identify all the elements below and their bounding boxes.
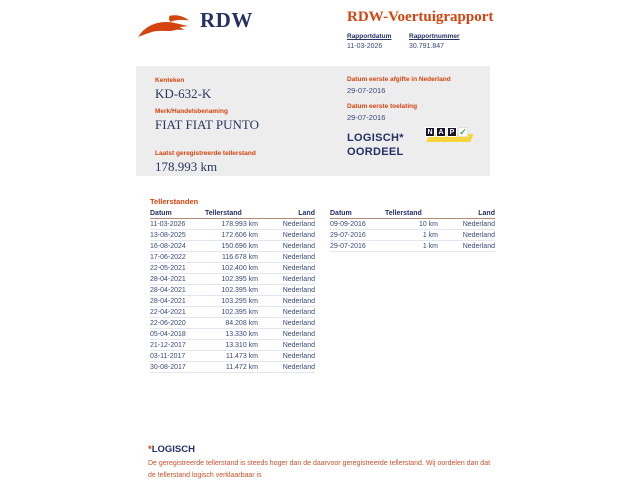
col-header-datum: Datum (330, 209, 352, 217)
cell-land: Nederland (282, 286, 315, 294)
tellerstanden-section-title: Tellerstanden (150, 197, 199, 206)
cell-datum: 16-08-2024 (150, 242, 186, 250)
cell-tellerstand: 116.678 km (221, 253, 258, 261)
col-header-tellerstand: Tellerstand (385, 209, 422, 217)
cell-tellerstand: 84.208 km (225, 319, 258, 327)
table-row (150, 362, 315, 373)
merk-value: FIAT FIAT PUNTO (155, 117, 260, 132)
vehicle-dates (347, 76, 451, 159)
cell-tellerstand: 102.395 km (221, 275, 258, 283)
report-number-value: 30.791.847 (409, 43, 445, 50)
laatste-tellerstand-label: Laatst geregistreerde tellerstand (155, 150, 256, 157)
cell-datum: 22-04-2021 (150, 308, 186, 316)
table-row (150, 274, 315, 285)
report-date-group (347, 33, 398, 50)
cell-datum: 11-03-2026 (150, 220, 186, 228)
table-header (150, 208, 315, 219)
cell-land: Nederland (282, 264, 315, 272)
cell-tellerstand: 102.395 km (221, 308, 258, 316)
cell-land: Nederland (282, 231, 315, 239)
cell-datum: 09-09-2016 (330, 220, 366, 228)
report-meta (347, 33, 493, 50)
tellerstanden-table-left (150, 208, 315, 373)
cell-datum: 22-06-2020 (150, 319, 186, 327)
cell-datum: 28-04-2021 (150, 297, 186, 305)
table-row (150, 252, 315, 263)
laatste-tellerstand-group (155, 150, 259, 175)
cell-tellerstand: 11.472 km (225, 363, 258, 371)
eerste-afgifte-value: 29-07-2016 (347, 86, 386, 95)
cell-land: Nederland (282, 330, 315, 338)
cell-land: Nederland (282, 242, 315, 250)
cell-land: Nederland (282, 352, 315, 360)
tellerstanden-table-right (330, 208, 495, 252)
cell-datum: 05-04-2018 (150, 330, 186, 338)
cell-datum: 28-04-2021 (150, 286, 186, 294)
nap-letter-a: A (436, 127, 446, 137)
nap-logo (425, 126, 475, 146)
kenteken-value: KD-632-K (155, 86, 212, 101)
col-header-land: Land (478, 209, 495, 217)
cell-datum: 29-07-2016 (330, 242, 366, 250)
report-header (347, 9, 493, 50)
nap-check-icon: ✓ (459, 126, 467, 137)
cell-tellerstand: 150.696 km (221, 242, 258, 250)
table-row (150, 307, 315, 318)
rdw-logo-text: RDW (200, 8, 253, 32)
cell-land: Nederland (282, 297, 315, 305)
cell-land: Nederland (282, 319, 315, 327)
nap-letter-p: P (447, 127, 457, 137)
cell-datum: 28-04-2021 (150, 275, 186, 283)
cell-land: Nederland (282, 363, 315, 371)
kenteken-label: Kenteken (155, 77, 185, 84)
cell-datum: 13-08-2025 (150, 231, 186, 239)
cell-land: Nederland (282, 308, 315, 316)
table-row (150, 351, 315, 362)
table-row (150, 318, 315, 329)
cell-land: Nederland (282, 341, 315, 349)
eerste-toelating-label: Datum eerste toelating (347, 103, 418, 110)
cell-datum: 21-12-2017 (150, 341, 186, 349)
vehicle-identity (155, 77, 259, 181)
logisch-title-text: LOGISCH (151, 444, 195, 455)
oordeel-line2: OORDEEL (347, 146, 404, 158)
col-header-datum: Datum (150, 209, 172, 217)
rdw-logo (137, 8, 253, 38)
cell-tellerstand: 11.473 km (225, 352, 258, 360)
logisch-body-text: De geregistreerde tellerstand is steeds hoger dan de daarvoor geregistreerde tellerstand. Wij oordelen dan dat de tellerstand logisch verklaarbaar is (148, 460, 491, 479)
table-row (330, 219, 495, 230)
table-row (150, 230, 315, 241)
cell-land: Nederland (462, 220, 495, 228)
eerste-afgifte-label: Datum eerste afgifte in Nederland (347, 76, 451, 83)
cell-land: Nederland (282, 253, 315, 261)
logisch-explanation (148, 444, 496, 480)
cell-tellerstand: 102.395 km (221, 286, 258, 294)
cell-datum: 22-05-2021 (150, 264, 186, 272)
table-row (150, 340, 315, 351)
table-row (150, 263, 315, 274)
report-number-label: Rapportnummer (409, 33, 460, 40)
cell-land: Nederland (462, 242, 495, 250)
cell-tellerstand: 10 km (418, 220, 438, 228)
table-row (150, 285, 315, 296)
cell-tellerstand: 13.310 km (225, 341, 258, 349)
col-header-land: Land (298, 209, 315, 217)
table-row (150, 329, 315, 340)
laatste-tellerstand-value: 178.993 km (155, 159, 218, 174)
cell-tellerstand: 178.993 km (221, 220, 258, 228)
report-date-label: Rapportdatum (347, 33, 392, 40)
col-header-tellerstand: Tellerstand (205, 209, 242, 217)
cell-land: Nederland (282, 220, 315, 228)
table-row (330, 241, 495, 252)
logisch-asterisk: * (148, 444, 152, 455)
cell-tellerstand: 13.330 km (225, 330, 258, 338)
report-date-value: 11-03-2026 (347, 43, 383, 50)
rdw-bird-icon (137, 14, 193, 38)
table-row (150, 241, 315, 252)
cell-datum: 30-08-2017 (150, 363, 186, 371)
cell-datum: 17-06-2022 (150, 253, 186, 261)
cell-land: Nederland (462, 231, 495, 239)
report-number-group (409, 33, 460, 50)
cell-tellerstand: 102.400 km (221, 264, 258, 272)
oordeel-line1: LOGISCH* (347, 132, 404, 144)
logisch-title (148, 444, 496, 455)
cell-datum: 03-11-2017 (150, 352, 186, 360)
eerste-toelating-value: 29-07-2016 (347, 113, 386, 122)
table-header (330, 208, 495, 219)
merk-label: Merk/Handelsbenaming (155, 108, 228, 115)
cell-datum: 29-07-2016 (330, 231, 366, 239)
table-row (150, 296, 315, 307)
cell-tellerstand: 1 km (422, 231, 438, 239)
page-title: RDW-Voertuigrapport (347, 9, 494, 25)
vehicle-summary-box (136, 66, 490, 176)
cell-land: Nederland (282, 275, 315, 283)
cell-tellerstand: 1 km (422, 242, 438, 250)
nap-letter-n: N (425, 127, 435, 137)
nap-letter-squares (425, 127, 469, 137)
table-row (150, 219, 315, 230)
table-row (330, 230, 495, 241)
cell-tellerstand: 103.295 km (221, 297, 258, 305)
cell-tellerstand: 172.606 km (221, 231, 258, 239)
